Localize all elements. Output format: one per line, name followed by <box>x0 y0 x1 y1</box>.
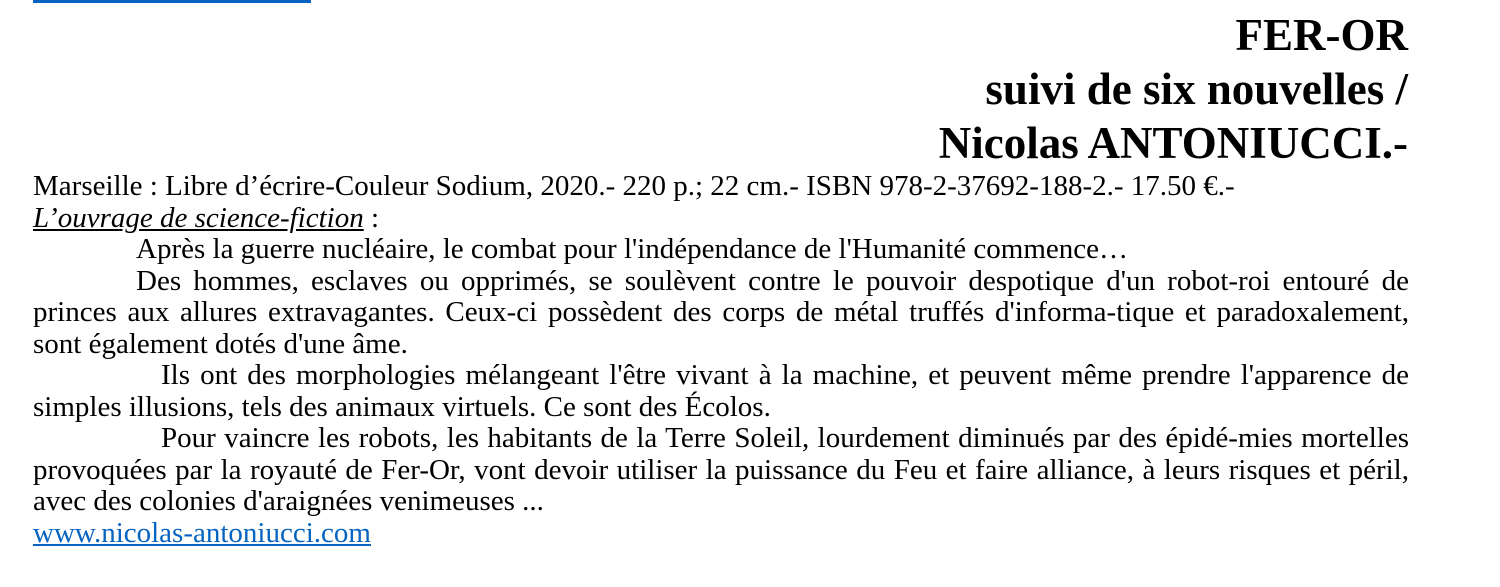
author-website-link[interactable]: www.nicolas-antoniucci.com <box>33 516 371 549</box>
paragraph-2: Des hommes, esclaves ou opprimés, se soulèvent contre le pouvoir despotique d'un robot-roi entouré de princes aux allures extravagantes. Ceux-ci possèdent des corps de métal truffés d'informa-tique et paradoxalement, sont également dotés d'une âme. <box>33 264 1409 360</box>
top-link-underline <box>33 0 311 3</box>
publication-details: Marseille : Libre d’écrire-Couleur Sodium, 2020.- 220 p.; 22 cm.- ISBN 978-2-37692-188-2.- 17.50 €.- <box>33 170 1235 202</box>
book-title: FER-OR <box>1235 10 1408 60</box>
paragraph-1: Après la guerre nucléaire, le combat pour l'indépendance de l'Humanité commence… <box>136 233 1129 265</box>
genre-suffix: : <box>363 201 380 234</box>
book-author: Nicolas ANTONIUCCI.- <box>938 118 1408 168</box>
genre-line <box>33 203 1409 235</box>
paragraph-3: Ils ont des morphologies mélangeant l'être vivant à la machine, et peuvent même prendre l'apparence de simples illusions, tels des animaux virtuels. Ce sont des Écolos. <box>33 359 1409 423</box>
genre-label: L’ouvrage de science-fiction <box>33 201 364 234</box>
book-title-block <box>939 8 1408 170</box>
book-description <box>33 171 1409 549</box>
paragraph-4: Pour vaincre les robots, les habitants de la Terre Soleil, lourdement diminués par des épidé-mies mortelles provoquées par la royauté de Fer-Or, vont devoir utiliser la puissance du Feu et faire alliance, à leurs risques et péril, avec des colonies d'araignées venimeuses ... <box>33 422 1409 517</box>
book-subtitle: suivi de six nouvelles / <box>985 64 1408 114</box>
